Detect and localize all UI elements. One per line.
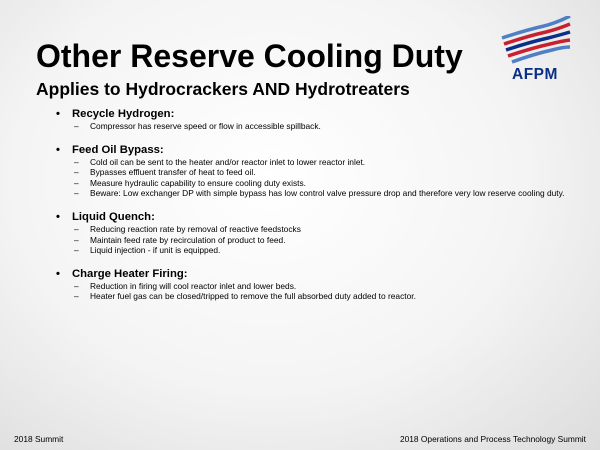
section-liquid-quench <box>54 210 584 256</box>
section-recycle-hydrogen <box>54 107 584 132</box>
sub-bullet: – Reduction in firing will cool reactor inlet and lower beds. <box>54 281 584 292</box>
sub-bullet: – Maintain feed rate by recirculation of product to feed. <box>54 235 584 246</box>
sub-bullet: – Liquid injection - if unit is equipped. <box>54 245 584 256</box>
footer-right: 2018 Operations and Process Technology Summit <box>399 434 586 444</box>
footer-left: 2018 Summit <box>14 434 64 444</box>
slide-title: Other Reserve Cooling Duty <box>36 38 463 74</box>
section-charge-heater-firing <box>54 267 584 302</box>
bullet-list <box>54 107 584 313</box>
bullet-heading: • Liquid Quench: <box>54 210 584 224</box>
afpm-logo-text: AFPM <box>512 66 558 83</box>
sub-bullet: – Cold oil can be sent to the heater and/or reactor inlet to lower reactor inlet. <box>54 157 584 168</box>
bullet-heading: • Feed Oil Bypass: <box>54 143 584 157</box>
bullet-heading: • Charge Heater Firing: <box>54 267 584 281</box>
sub-bullet: – Measure hydraulic capability to ensure cooling duty exists. <box>54 178 584 189</box>
section-feed-oil-bypass <box>54 143 584 199</box>
afpm-flag-icon <box>496 16 574 66</box>
sub-bullet: – Beware: Low exchanger DP with simple bypass has low control valve pressure drop and therefore very low reserve cooling duty. <box>54 188 584 199</box>
slide-subtitle: Applies to Hydrocrackers AND Hydrotreaters <box>36 79 410 99</box>
bullet-heading: • Recycle Hydrogen: <box>54 107 584 121</box>
sub-bullet: – Compressor has reserve speed or flow in accessible spillback. <box>54 121 584 132</box>
sub-bullet: – Bypasses effluent transfer of heat to feed oil. <box>54 167 584 178</box>
sub-bullet: – Heater fuel gas can be closed/tripped to remove the full absorbed duty added to reactor. <box>54 291 584 302</box>
afpm-logo <box>496 16 574 88</box>
sub-bullet: – Reducing reaction rate by removal of reactive feedstocks <box>54 224 584 235</box>
